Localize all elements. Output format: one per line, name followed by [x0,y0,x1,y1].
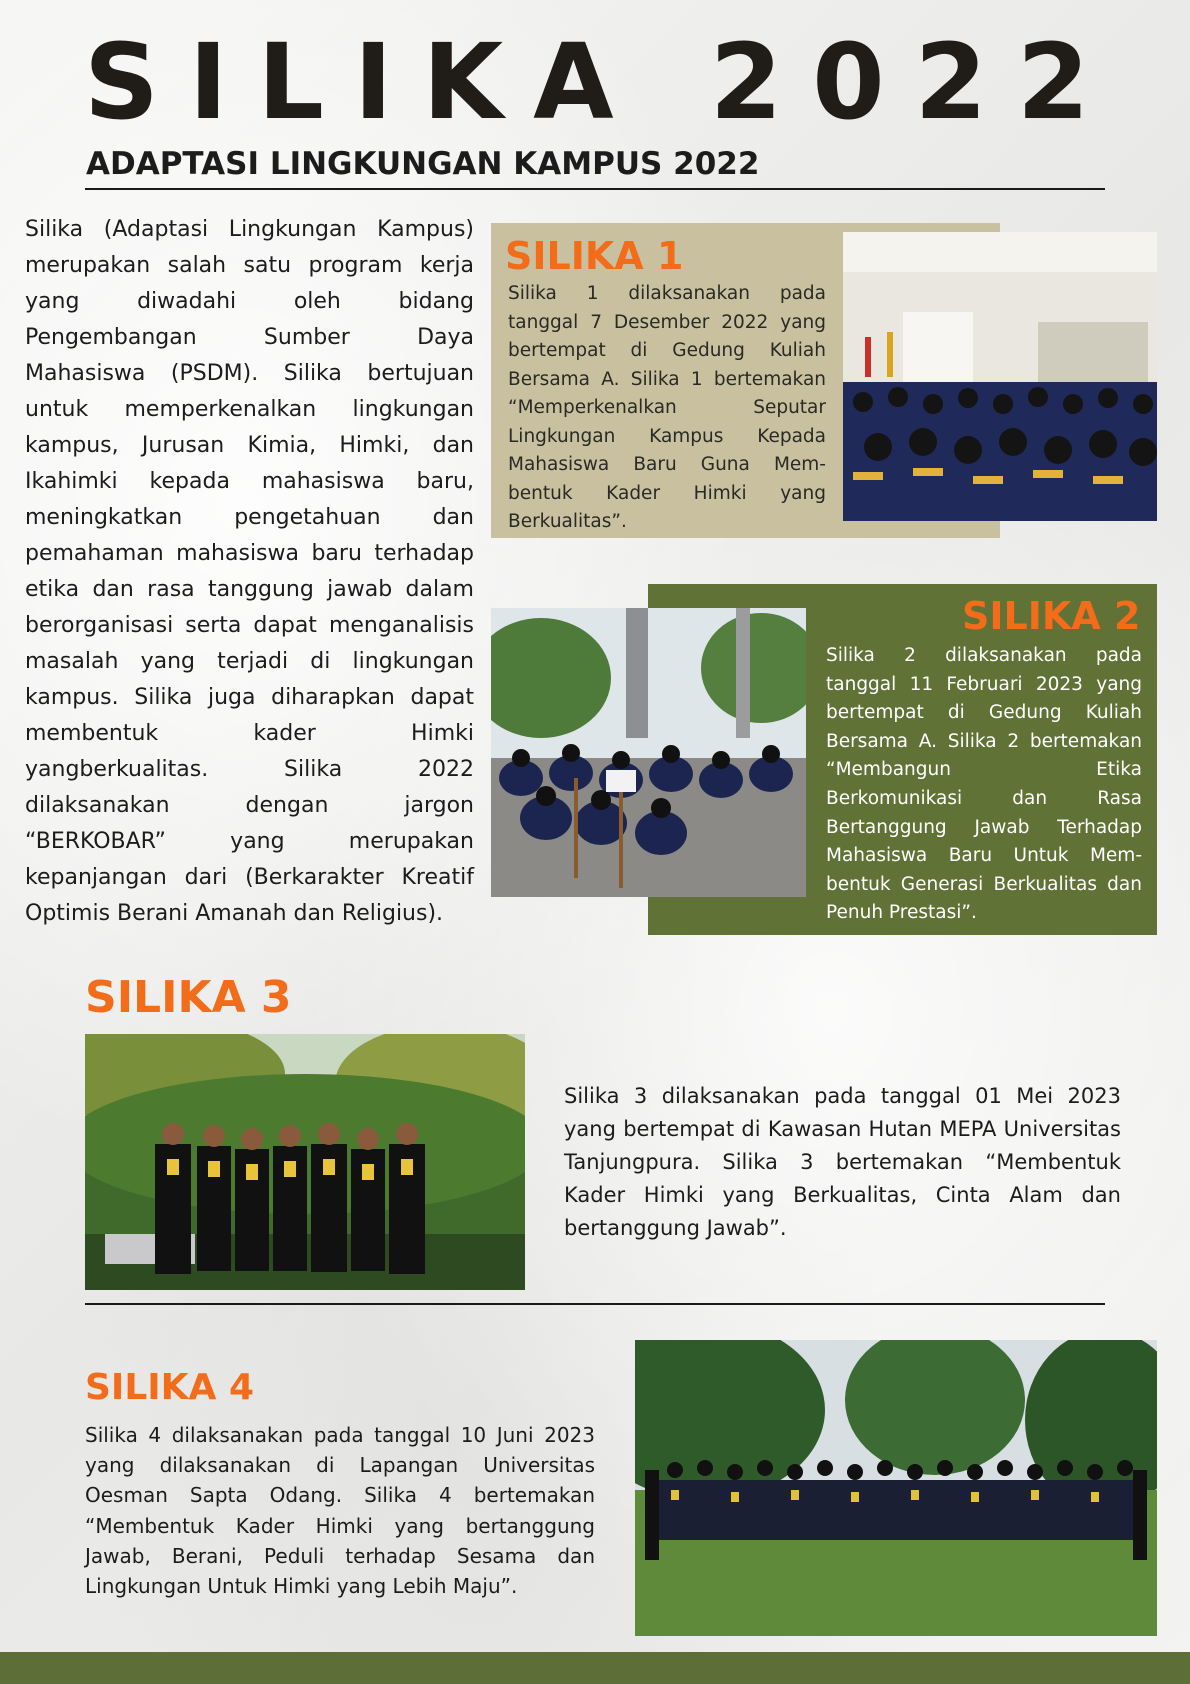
silika-1-photo [843,232,1157,521]
page-subtitle: ADAPTASI LINGKUNGAN KAMPUS 2022 [86,146,760,182]
silika-3-heading: SILIKA 3 [85,972,292,1023]
silika-4-photo [635,1340,1157,1636]
silika-1-text: Silika 1 dilaksanakan pada tanggal 7 Desember 2022 yang bertempat di Gedung Kuliah Bersama A. Silika 1 bertemakan “Memperkenalkan Seputar Lingkungan Kampus Kepada Mahasiswa Baru Guna Mem-bentuk Kader Himki yang Berkualitas”. [508,283,826,532]
silika-3-text: Silika 3 dilaksanakan pada tanggal 01 Mei 2023 yang bertempat di Kawasan Hutan MEPA Universitas Tanjungpura. Silika 3 bertemakan “Membentuk Kader Himki yang Berkualitas, Cinta Alam dan bertanggung Jawab”. [564,1084,1121,1240]
silika-4-heading: SILIKA 4 [85,1367,254,1408]
silika-2-heading: SILIKA 2 [962,594,1141,638]
section-divider [85,1303,1105,1305]
intro-paragraph: Silika (Adaptasi Lingkungan Kampus) merupakan salah satu program kerja yang diwadahi oleh bidang Pengembangan Sumber Daya Mahasiswa (PSDM). Silika bertujuan untuk memperkenalkan lingkungan kampus, Jurusan Kimia, Himki, dan Ikahimki kepada mahasiswa baru, meningkatkan pengetahuan dan pemahaman mahasiswa baru terhadap etika dan rasa tanggung jawab dalam berorganisasi serta dapat menganalisis masalah yang terjadi di lingkungan kampus. Silika juga diharapkan dapat membentuk kader Himki yangberkualitas. Silika 2022 dilaksanakan dengan jargon “BERKOBAR” yang merupakan kepanjangan dari (Berkarakter Kreatif Optimis Berani Amanah dan Religius). [25,217,474,926]
header-divider [85,188,1105,190]
silika-4-text: Silika 4 dilaksanakan pada tanggal 10 Juni 2023 yang dilaksanakan di Lapangan Universitas Oesman Sapta Odang. Silika 4 bertemakan “Membentuk Kader Himki yang bertanggung Jawab, Berani, Peduli terhadap Sesama dan Lingkungan Untuk Himki yang Lebih Maju”. [85,1423,595,1599]
silika-3-photo [85,1034,525,1290]
footer-bar [0,1652,1190,1684]
page-title: SILIKA 2022 [84,21,1120,143]
silika-1-heading: SILIKA 1 [505,234,684,278]
silika-2-photo [491,608,806,897]
silika-2-text: Silika 2 dilaksanakan pada tanggal 11 Februari 2023 yang bertempat di Gedung Kuliah Bersama A. Silika 2 bertemakan “Membangun Etika Berkomunikasi dan Rasa Bertanggung Jawab Terhadap Mahasiswa Baru Untuk Mem-bentuk Generasi Berkualitas dan Penuh Prestasi”. [826,645,1142,924]
